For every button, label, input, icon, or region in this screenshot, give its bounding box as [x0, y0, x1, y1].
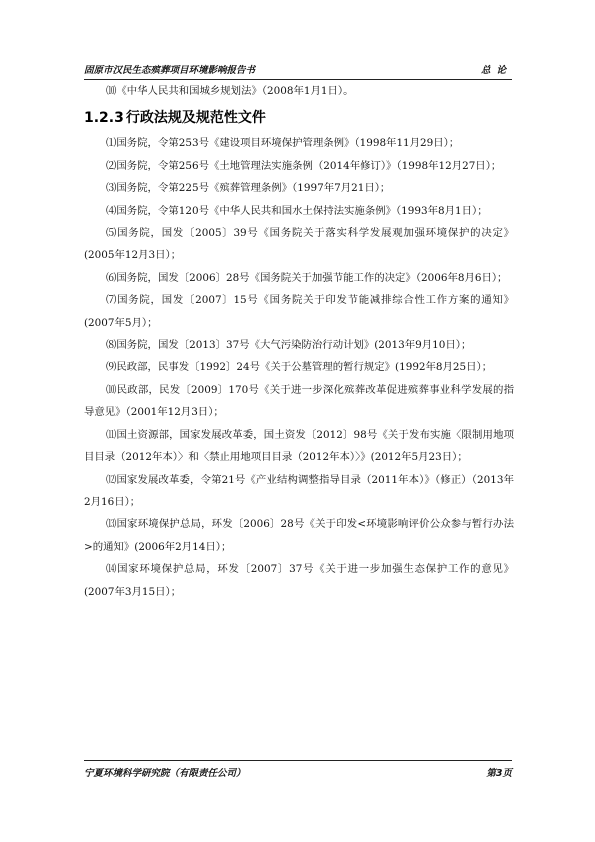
list-item: ⑾国土资源部，国家发展改革委，国土资发〔2012〕98号《关于发布实施〈限制用地项目目录（2012年本）〉和〈禁止用地项目目录（2012年本）〉》(2012年5月23日）；	[84, 428, 514, 464]
list-item: ⑿国家发展改革委，令第21号《产业结构调整指导目录（2011年本）》（修正）（2013年2月16日）；	[84, 473, 514, 508]
list-item: ⑴国务院，令第253号《建设项目环境保护管理条例》（1998年11月29日）；	[106, 137, 460, 150]
header-report-title: 固原市汉民生态殡葬项目环境影响报告书	[84, 65, 256, 76]
section-heading	[84, 108, 514, 128]
list-item: ⑽《中华人民共和国城乡规划法》（2008年1月1日）。	[106, 85, 354, 97]
header-section-name: 总论	[480, 65, 512, 76]
section-heading-text: 行政法规及规范性文件	[125, 110, 266, 127]
list-item: ⑸国务院，国发〔2005〕39号《国务院关于落实科学发展观加强环境保护的决定》(2005年12月3日）；	[84, 227, 514, 262]
list-item: ⑵国务院，令第256号《土地管理法实施条例（2014年修订）》（1998年12月27日）；	[106, 159, 502, 172]
footer-organization: 宁夏环境科学研究院（有限责任公司）	[84, 768, 246, 779]
page-footer	[84, 760, 512, 781]
list-item: ⑹国务院，国发〔2006〕28号《国务院关于加强节能工作的决定》（2006年8月6日）；	[106, 271, 508, 284]
list-item: ⒀国家环境保护总局，环发〔2006〕28号《关于印发<环境影响评价公众参与暂行办法>的通知》(2006年2月14日）；	[84, 518, 514, 553]
list-item: ⑶国务院，令第225号《殡葬管理条例》（1997年7月21日）；	[106, 182, 391, 195]
list-item: ⑽民政部，民发〔2009〕170号《关于进一步深化殡葬改革促进殡葬事业科学发展的指导意见》（2001年12月3日）；	[84, 383, 514, 419]
list-item: ⒁国家环境保护总局，环发〔2007〕37号《关于进一步加强生态保护工作的意见》(2007年3月15日）；	[84, 563, 514, 598]
page-header	[84, 60, 512, 80]
list-item: ⑻国务院，国发〔2013〕37号《大气污染防治行动计划》(2013年9月10日）；	[106, 339, 472, 352]
list-item: ⑷国务院，令第120号《中华人民共和国水土保持法实施条例》（1993年8月1日）；	[106, 204, 488, 217]
document-body	[84, 80, 514, 603]
section-heading-number: 1.2.3	[84, 110, 124, 127]
list-item: ⑼民政部，民事发〔1992〕24号《关于公墓管理的暂行规定》(1992年8月25日）；	[106, 361, 493, 374]
list-item: ⑺国务院，国发〔2007〕15号《国务院关于印发节能减排综合性工作方案的通知》(2007年5月）；	[84, 294, 514, 329]
page-number: 第3页	[486, 768, 512, 779]
